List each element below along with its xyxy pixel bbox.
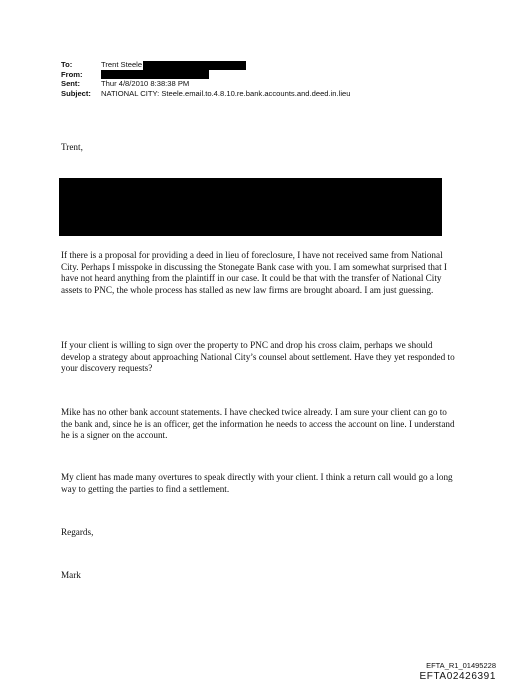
greeting: Trent, [61,142,83,152]
paragraph-4: My client has made many overtures to speak directly with your client. I think a return call would go a long way to getting the parties to find a settlement. [61,472,453,494]
to-label: To: [61,60,73,69]
closing: Regards, [61,527,94,537]
subject-value: NATIONAL CITY: Steele.email.to.4.8.10.re.bank.accounts.and.deed.in.lieu [101,88,351,98]
to-value [101,60,246,70]
paragraph-1: If there is a proposal for providing a deed in lieu of foreclosure, I have not received same from National City. Perhaps I misspoke in discussing the Stonegate Bank case with you. I am somewhat surprised that I have not heard anything from the plaintiff in our case. It could be that with the transfer of National City assets to PNC, the whole process has stalled as new law firms are brought aboard. I am just guessing. [61,250,447,295]
from-label: From: [61,69,83,79]
footer-doc-id-small: EFTA_R1_01495228 [426,661,496,670]
email-header [61,60,461,98]
subject-label: Subject: [61,88,91,98]
body-redaction-block [59,178,442,236]
to-redaction [143,61,246,70]
footer-doc-id-large: EFTA02426391 [419,671,496,682]
signature: Mark [61,570,81,580]
subject-row [61,89,461,99]
paragraph-3: Mike has no other bank account statements. I have checked twice already. I am sure your client can go to the bank and, since he is an officer, get the information he needs to access the account on line. I understand he is a signer on the account. [61,407,455,440]
sent-row [61,79,461,89]
from-row [61,70,461,80]
to-row [61,60,461,70]
from-redaction [101,70,209,79]
paragraph-2: If your client is willing to sign over the property to PNC and drop his cross claim, perhaps we should develop a strategy about approaching National City’s counsel about settlement. Have they yet responded to your discovery requests? [61,340,455,373]
to-name: Trent Steele [101,60,143,69]
from-value [101,70,209,80]
sent-label: Sent: [61,79,80,88]
sent-value: Thur 4/8/2010 8:38:38 PM [101,79,190,88]
